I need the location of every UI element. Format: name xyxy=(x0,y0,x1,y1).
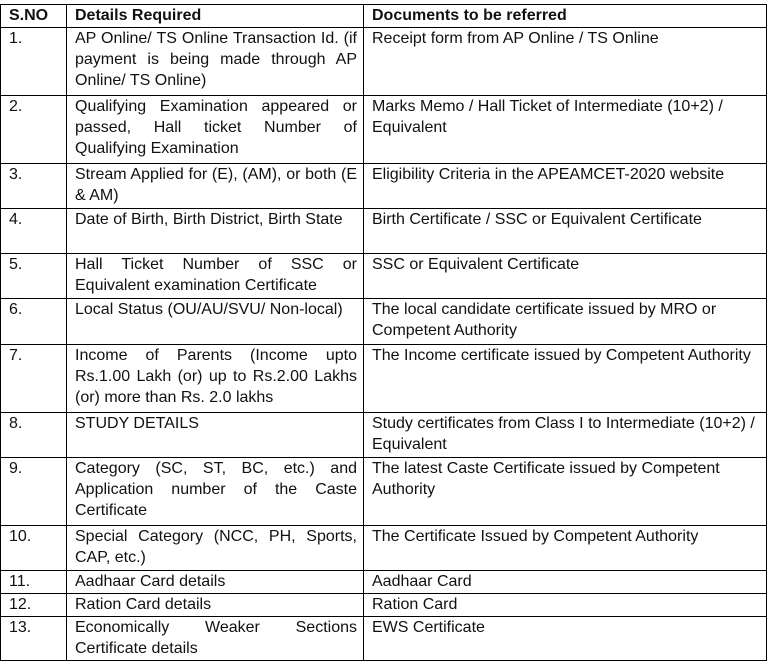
row-details: Economically Weaker Sections Certificate details xyxy=(67,617,364,661)
row-sno: 4. xyxy=(1,209,67,254)
table-row xyxy=(1,209,767,254)
row-documents: Receipt form from AP Online / TS Online xyxy=(364,28,767,96)
table-row xyxy=(1,28,767,96)
header-details: Details Required xyxy=(67,5,364,28)
row-details: Income of Parents (Income upto Rs.1.00 Lakh (or) up to Rs.2.00 Lakhs (or) more than Rs. 2.0 lakhs xyxy=(67,345,364,413)
table-row xyxy=(1,164,767,209)
table-row xyxy=(1,571,767,594)
row-documents: The latest Caste Certificate issued by Competent Authority xyxy=(364,458,767,526)
row-sno: 9. xyxy=(1,458,67,526)
row-details: AP Online/ TS Online Transaction Id. (if payment is being made through AP Online/ TS Online) xyxy=(67,28,364,96)
row-sno: 1. xyxy=(1,28,67,96)
table-row xyxy=(1,594,767,617)
row-sno: 11. xyxy=(1,571,67,594)
row-details: STUDY DETAILS xyxy=(67,413,364,458)
documents-table xyxy=(0,4,767,661)
row-sno: 7. xyxy=(1,345,67,413)
table-row xyxy=(1,617,767,661)
row-details: Stream Applied for (E), (AM), or both (E & AM) xyxy=(67,164,364,209)
row-sno: 10. xyxy=(1,526,67,571)
row-details: Ration Card details xyxy=(67,594,364,617)
row-sno: 5. xyxy=(1,254,67,299)
row-documents: SSC or Equivalent Certificate xyxy=(364,254,767,299)
row-sno: 2. xyxy=(1,96,67,164)
row-sno: 12. xyxy=(1,594,67,617)
row-documents: Aadhaar Card xyxy=(364,571,767,594)
row-documents: The Certificate Issued by Competent Authority xyxy=(364,526,767,571)
table-header-row xyxy=(1,5,767,28)
table-row xyxy=(1,96,767,164)
header-sno: S.NO xyxy=(1,5,67,28)
table-row xyxy=(1,526,767,571)
row-documents: Study certificates from Class I to Intermediate (10+2) / Equivalent xyxy=(364,413,767,458)
row-documents: Birth Certificate / SSC or Equivalent Certificate xyxy=(364,209,767,254)
row-sno: 13. xyxy=(1,617,67,661)
header-documents: Documents to be referred xyxy=(364,5,767,28)
table-row xyxy=(1,413,767,458)
row-sno: 6. xyxy=(1,299,67,345)
row-documents: Eligibility Criteria in the APEAMCET-2020 website xyxy=(364,164,767,209)
row-details: Aadhaar Card details xyxy=(67,571,364,594)
row-details: Local Status (OU/AU/SVU/ Non-local) xyxy=(67,299,364,345)
row-documents: The local candidate certificate issued by MRO or Competent Authority xyxy=(364,299,767,345)
row-sno: 8. xyxy=(1,413,67,458)
row-documents: The Income certificate issued by Competent Authority xyxy=(364,345,767,413)
row-details: Hall Ticket Number of SSC or Equivalent examination Certificate xyxy=(67,254,364,299)
row-documents: Ration Card xyxy=(364,594,767,617)
table-row xyxy=(1,345,767,413)
table-row xyxy=(1,254,767,299)
row-documents: EWS Certificate xyxy=(364,617,767,661)
row-details: Category (SC, ST, BC, etc.) and Application number of the Caste Certificate xyxy=(67,458,364,526)
row-details: Special Category (NCC, PH, Sports, CAP, etc.) xyxy=(67,526,364,571)
table-row xyxy=(1,458,767,526)
row-documents: Marks Memo / Hall Ticket of Intermediate (10+2) / Equivalent xyxy=(364,96,767,164)
row-details: Date of Birth, Birth District, Birth State xyxy=(67,209,364,254)
row-details: Qualifying Examination appeared or passed, Hall ticket Number of Qualifying Examination xyxy=(67,96,364,164)
row-sno: 3. xyxy=(1,164,67,209)
table-row xyxy=(1,299,767,345)
